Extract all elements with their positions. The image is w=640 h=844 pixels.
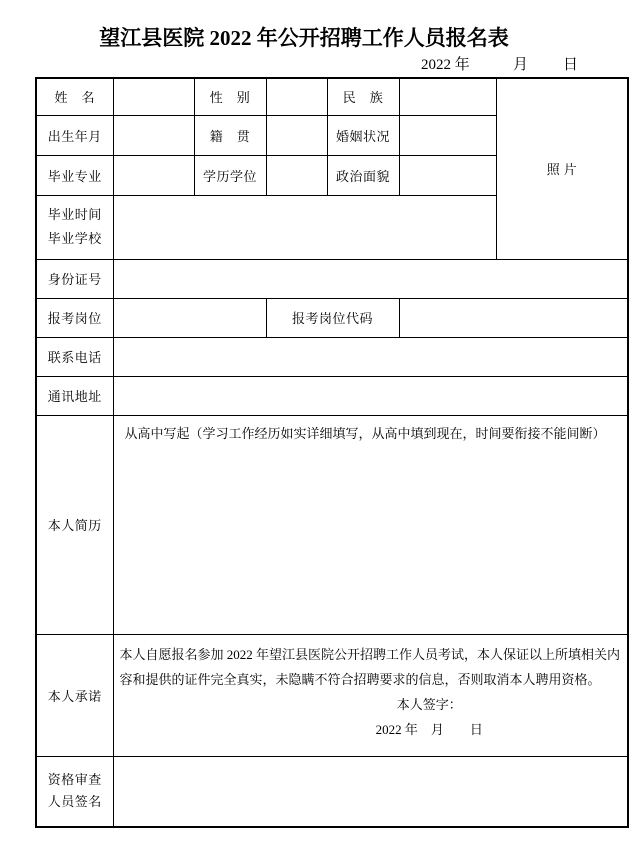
graduation-school-label: 毕业学校 (47, 231, 102, 246)
qualification-review-label (36, 756, 113, 827)
commitment-text: 本人自愿报名参加 2022 年望江县医院公开招聘工作人员考试，本人保证以上所填相关内容和提供的证件完全真实，未隐瞒不符合招聘要求的信息，否则取消本人聘用资格。 (119, 646, 621, 687)
birth-date-input-cell[interactable] (113, 115, 194, 155)
photo-label: 照片 (546, 162, 581, 178)
table-row (36, 78, 628, 115)
table-row (36, 337, 628, 376)
header-date-day: 日 (563, 57, 579, 73)
application-form-table (35, 77, 629, 828)
native-place-label: 籍 贯 (194, 115, 266, 155)
qualification-review-signature-cell[interactable] (113, 756, 628, 827)
table-row (36, 298, 628, 337)
applied-position-input-cell[interactable] (113, 298, 266, 337)
gender-input-cell[interactable] (266, 78, 327, 115)
birth-date-label: 出生年月 (36, 115, 113, 155)
major-label: 毕业专业 (36, 155, 113, 195)
gender-label: 性 别 (194, 78, 266, 115)
position-code-label: 报考岗位代码 (266, 298, 399, 337)
graduation-input-cell[interactable] (113, 195, 496, 259)
graduation-time-label: 毕业时间 (47, 207, 102, 222)
header-date-month: 月 (513, 57, 529, 73)
marital-status-label: 婚姻状况 (327, 115, 399, 155)
resume-label: 本人简历 (36, 415, 113, 634)
table-row (36, 376, 628, 415)
phone-input-cell[interactable] (113, 337, 628, 376)
major-input-cell[interactable] (113, 155, 194, 195)
table-row (36, 756, 628, 827)
table-row (36, 634, 628, 756)
commitment-content-cell (113, 634, 628, 756)
education-degree-label: 学历学位 (194, 155, 266, 195)
table-row (36, 415, 628, 634)
table-row (36, 259, 628, 298)
applied-position-label: 报考岗位 (36, 298, 113, 337)
header-date-year: 2022 年 (421, 57, 470, 73)
marital-status-input-cell[interactable] (399, 115, 496, 155)
ethnicity-input-cell[interactable] (399, 78, 496, 115)
qualification-review-label-line1: 资格审查 (47, 772, 102, 788)
education-degree-input-cell[interactable] (266, 155, 327, 195)
phone-label: 联系电话 (36, 337, 113, 376)
signature-label: 本人签字： (396, 696, 462, 712)
header-date (0, 53, 640, 71)
resume-instruction-note: 从高中写起（学习工作经历如实详细填写，从高中填到现在，时间要衔接不能间断） (124, 425, 606, 441)
mailing-address-input-cell[interactable] (113, 376, 628, 415)
signature-date-line: 2022 年 月 日 (375, 721, 483, 737)
id-number-label: 身份证号 (36, 259, 113, 298)
political-status-input-cell[interactable] (399, 155, 496, 195)
graduation-label (36, 195, 113, 259)
commitment-label: 本人承诺 (36, 634, 113, 756)
qualification-review-label-line2: 人员签名 (47, 794, 102, 810)
name-label: 姓 名 (36, 78, 113, 115)
political-status-label: 政治面貌 (327, 155, 399, 195)
mailing-address-label: 通讯地址 (36, 376, 113, 415)
ethnicity-label: 民 族 (327, 78, 399, 115)
name-input-cell[interactable] (113, 78, 194, 115)
photo-cell[interactable] (496, 78, 628, 259)
resume-input-cell[interactable] (113, 415, 628, 634)
native-place-input-cell[interactable] (266, 115, 327, 155)
id-number-input-cell[interactable] (113, 259, 628, 298)
page-title: 望江县医院 2022 年公开招聘工作人员报名表 (99, 26, 509, 50)
position-code-input-cell[interactable] (399, 298, 628, 337)
